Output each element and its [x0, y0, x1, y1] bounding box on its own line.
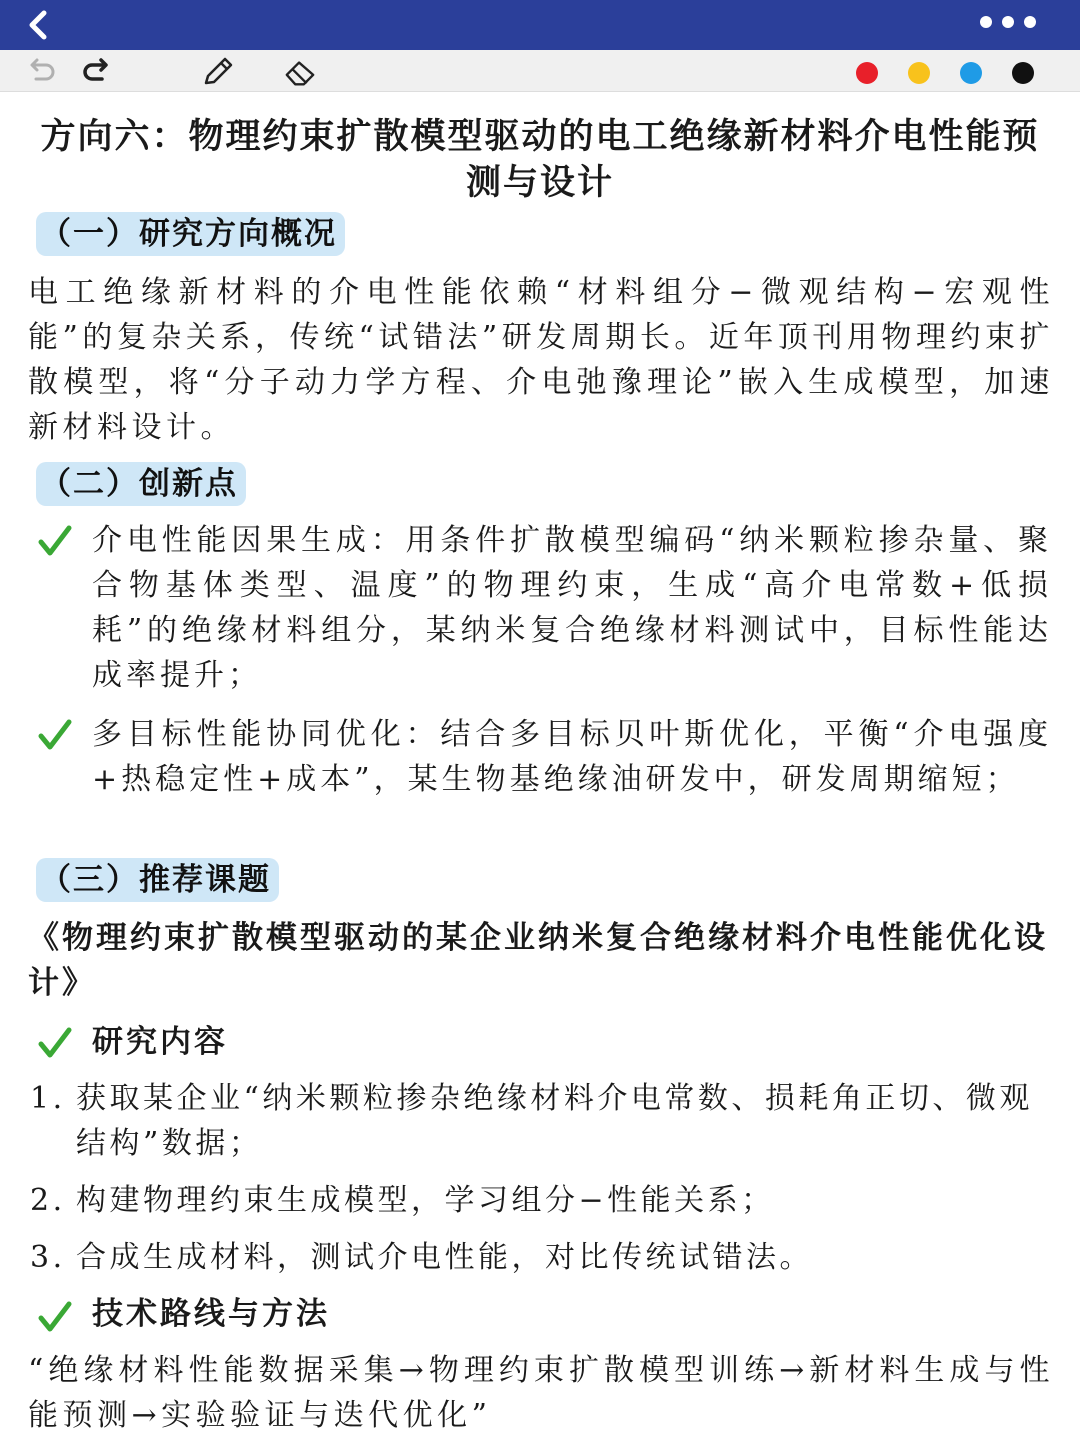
document-page — [0, 92, 1080, 1443]
checkmark-icon — [38, 1026, 72, 1060]
page-title: 方向六：物理约束扩散模型驱动的电工绝缘新材料介电性能预测与设计 — [40, 116, 1040, 203]
checkmark-icon — [38, 718, 72, 752]
list-number: 1. — [30, 1081, 66, 1116]
section-heading-overview: （一）研究方向概况 — [36, 212, 345, 256]
color-swatch-black[interactable] — [1012, 62, 1034, 84]
color-swatch-yellow[interactable] — [908, 62, 930, 84]
annotation-toolbar — [0, 50, 1080, 92]
more-options-icon[interactable] — [980, 16, 1036, 28]
section-heading-topic: （三）推荐课题 — [36, 858, 279, 902]
overview-paragraph: 电工绝缘新材料的介电性能依赖“材料组分−微观结构−宏观性能”的复杂关系，传统“试错法”研发周期长。近年顶刊用物理约束扩散模型，将“分子动力学方程、介电弛豫理论”嵌入生成模型，加速新材料设计。 — [28, 275, 1054, 445]
list-number: 3. — [30, 1240, 66, 1275]
list-item — [30, 1076, 1060, 1166]
innovation-point-1: 介电性能因果生成：用条件扩散模型编码“纳米颗粒掺杂量、聚合物基体类型、温度”的物理约束，生成“高介电常数+低损耗”的绝缘材料组分，某纳米复合绝缘材料测试中，目标性能达成率提升； — [92, 523, 1052, 693]
back-arrow-icon[interactable] — [22, 8, 56, 42]
undo-icon[interactable] — [24, 56, 58, 88]
color-swatch-blue[interactable] — [960, 62, 982, 84]
list-item — [30, 1235, 1060, 1280]
innovation-point-2: 多目标性能协同优化：结合多目标贝叶斯优化，平衡“介电强度+热稳定性+成本”，某生物基绝缘油研发中，研发周期缩短； — [92, 717, 1052, 797]
pencil-icon[interactable] — [200, 56, 234, 88]
top-app-bar — [0, 0, 1080, 50]
list-text: 获取某企业“纳米颗粒掺杂绝缘材料介电常数、损耗角正切、微观结构”数据； — [76, 1081, 1033, 1161]
research-content-heading: 研究内容 — [92, 1024, 228, 1060]
color-swatch-red[interactable] — [856, 62, 878, 84]
checkmark-icon — [38, 524, 72, 558]
method-paragraph: “绝缘材料性能数据采集→物理约束扩散模型训练→新材料生成与性能预测→实验验证与迭代优化” — [28, 1353, 1054, 1433]
checkmark-icon — [38, 1300, 72, 1334]
redo-icon[interactable] — [80, 56, 114, 88]
method-heading: 技术路线与方法 — [92, 1296, 330, 1332]
eraser-icon[interactable] — [283, 56, 317, 88]
list-text: 构建物理约束生成模型，学习组分−性能关系； — [76, 1183, 775, 1218]
list-number: 2. — [30, 1183, 66, 1218]
recommended-topic-title: 《物理约束扩散模型驱动的某企业纳米复合绝缘材料介电性能优化设计》 — [28, 920, 1048, 1001]
list-text: 合成生成材料，测试介电性能，对比传统试错法。 — [76, 1240, 813, 1275]
section-heading-innovation: （二）创新点 — [36, 462, 246, 506]
list-item — [30, 1178, 1060, 1223]
